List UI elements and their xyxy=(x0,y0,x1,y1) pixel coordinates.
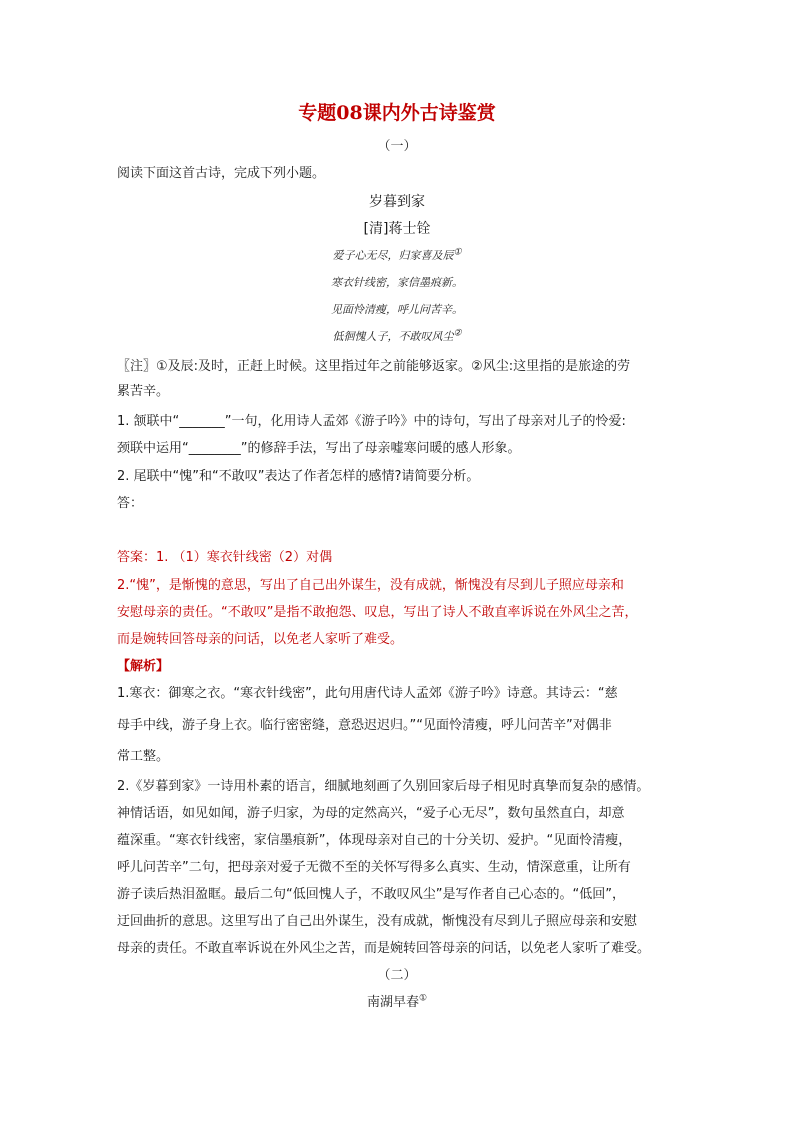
poem-line-3: 见面怜清瘦，呼儿问苦辛。 xyxy=(331,303,463,316)
analysis-line-2: 母手中线，游子身上衣。临行密密缝，意恐迟迟归。”“见面怜清瘦，呼儿问苦辛”对偶非 xyxy=(117,718,612,733)
note-line-2: 累苦辛。 xyxy=(117,384,170,399)
analysis-heading: 【解析】 xyxy=(117,659,170,674)
analysis-line-6: 蕴深重。“寒衣针线密，家信墨痕新”，体现母亲对自己的十分关切、爱护。“见面怜清瘦， xyxy=(117,833,632,848)
analysis-line-9: 迂回曲折的意思。这里写出了自己出外谋生，没有成就，惭愧没有尽到儿子照应母亲和安慰 xyxy=(117,914,638,929)
answer-line-2: 2.“愧”，是惭愧的意思，写出了自己出外谋生，没有成就，惭愧没有尽到儿子照应母亲和 xyxy=(117,578,624,593)
poem-line-4: 低徊愧人子，不敢叹风尘② xyxy=(332,328,462,343)
analysis-line-4: 2.《岁暮到家》一诗用朴素的语言，细腻地刻画了久别回家后母子相见时真挚而复杂的感情。 xyxy=(117,779,650,794)
instruction: 阅读下面这首古诗，完成下列小题。 xyxy=(117,166,326,181)
analysis-line-8: 游子读后热泪盈眶。最后二句“低回愧人子，不敢叹风尘”是写作者自己心态的。“低回”， xyxy=(117,887,625,902)
analysis-line-10: 母亲的责任。不敢直率诉说在外风尘之苦，而是婉转回答母亲的问话，以免老人家听了难受。 xyxy=(117,941,651,956)
poem-title-2: 南湖早春① xyxy=(366,993,428,1010)
poem-title: 岁暮到家 xyxy=(369,194,425,210)
section-number-2: （二） xyxy=(377,968,417,983)
question-1b: 颈联中运用“________”的修辞手法，写出了母亲嘘寒问暖的感人形象。 xyxy=(117,441,521,456)
section-number-1: （一） xyxy=(377,139,417,154)
answer-line-4: 而是婉转回答母亲的问话，以免老人家听了难受。 xyxy=(117,632,404,647)
question-2: 2. 尾联中“愧”和“不敢叹”表达了作者怎样的感情?请简要分析。 xyxy=(117,469,480,484)
page-title: 专题08课内外古诗鉴赏 xyxy=(298,102,496,124)
answer-line-1: 答案：1. （1）寒衣针线密（2）对偶 xyxy=(117,550,333,565)
poem-line-2: 寒衣针线密，家信墨痕新。 xyxy=(331,276,463,289)
analysis-line-1: 1.寒衣：御寒之衣。“寒衣针线密”，此句用唐代诗人孟郊《游子吟》诗意。其诗云：“慈 xyxy=(117,686,618,701)
question-1a: 1. 颔联中“_______”一句，化用诗人孟郊《游子吟》中的诗句，写出了母亲对儿子的怜爱: xyxy=(117,414,626,429)
answer-line-3: 安慰母亲的责任。“不敢叹”是指不敢抱怨、叹息，写出了诗人不敢直率诉说在外风尘之苦， xyxy=(117,605,638,620)
analysis-line-7: 呼儿问苦辛”二句，把母亲对爱子无微不至的关怀写得多么真实、生动，情深意重，让所有 xyxy=(117,860,631,875)
analysis-line-3: 常工整。 xyxy=(117,749,170,764)
answer-prompt: 答： xyxy=(117,496,144,511)
poem-author: [清]蒋士铨 xyxy=(363,221,431,237)
analysis-line-5: 神情话语，如见如闻，游子归家，为母的定然高兴，“爱子心无尽”，数句虽然直白，却意 xyxy=(117,806,625,821)
note-line-1: 〖注〗①及辰:及时，正赶上时候。这里指过年之前能够返家。②风尘:这里指的是旅途的劳 xyxy=(117,359,631,374)
poem-line-1: 爱子心无尽，归家喜及辰① xyxy=(332,247,462,262)
